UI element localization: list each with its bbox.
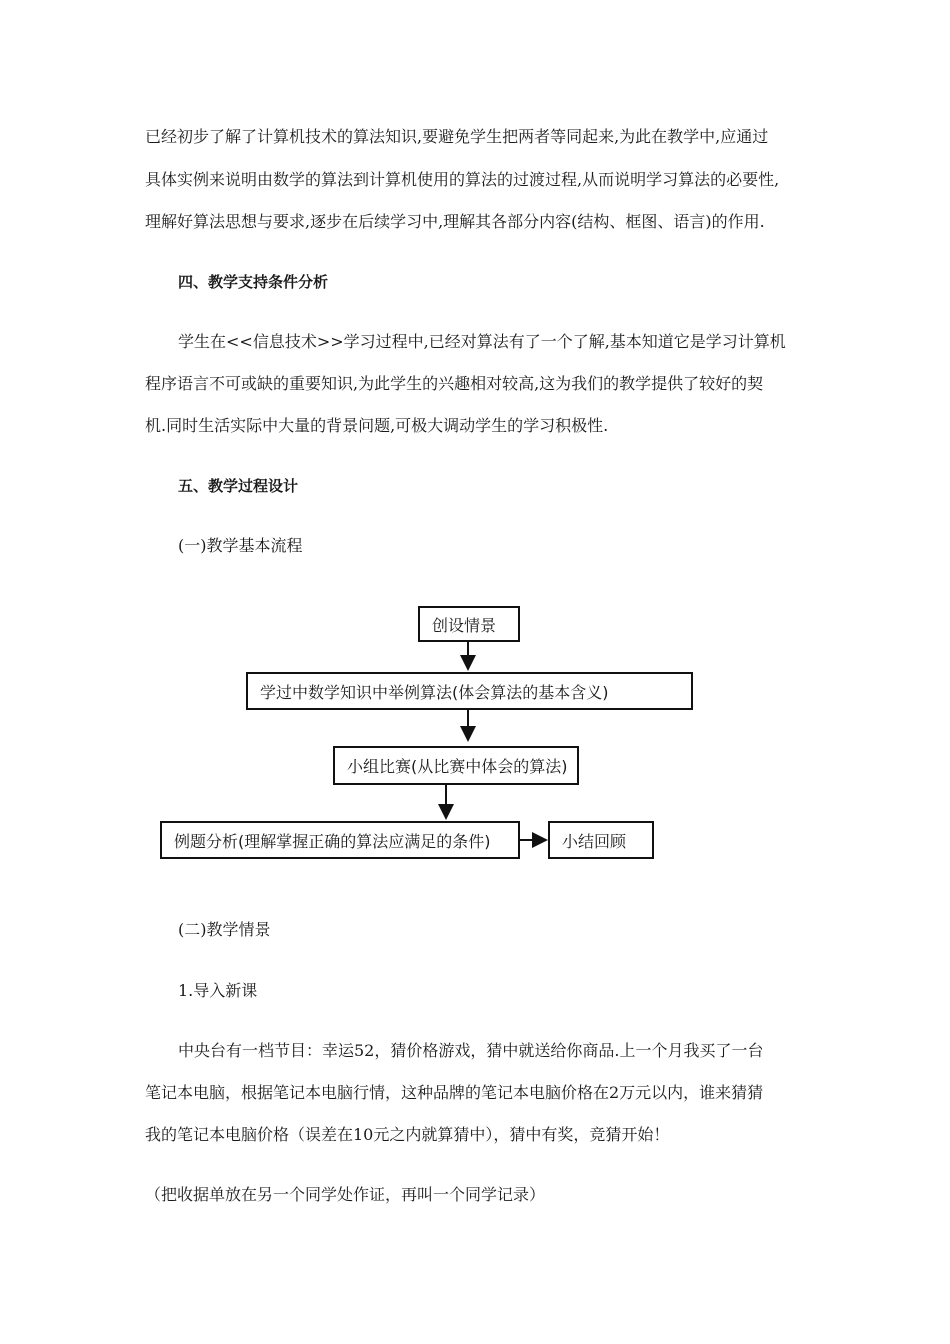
paragraph-line: 学生在<<信息技术>>学习过程中,已经对算法有了一个了解,基本知道它是学习计算机 <box>178 332 786 351</box>
subsection-2-title: (二)教学情景 <box>178 920 271 939</box>
paragraph-line: 理解好算法思想与要求,逐步在后续学习中,理解其各部分内容(结构、框图、语言)的作用. <box>145 212 765 231</box>
flow-step-create-scenario: 创设情景 <box>418 606 520 642</box>
paragraph-line: 具体实例来说明由数学的算法到计算机使用的算法的过渡过程,从而说明学习算法的必要性, <box>145 170 780 189</box>
section-5-heading: 五、教学过程设计 <box>178 477 299 495</box>
paragraph-line: 笔记本电脑，根据笔记本电脑行情，这种品牌的笔记本电脑价格在2万元以内，谁来猜猜 <box>145 1083 764 1102</box>
flow-step-example-algorithm: 学过中数学知识中举例算法(体会算法的基本含义) <box>246 672 693 710</box>
note-line: （把收据单放在另一个同学处作证，再叫一个同学记录） <box>145 1185 546 1204</box>
paragraph-line: 我的笔记本电脑价格（误差在10元之内就算猜中），猜中有奖，竞猜开始！ <box>145 1125 670 1144</box>
flow-step-summary: 小结回顾 <box>548 821 654 859</box>
paragraph-line: 已经初步了解了计算机技术的算法知识,要避免学生把两者等同起来,为此在教学中,应通过 <box>145 127 769 146</box>
paragraph-line: 中央台有一档节目：幸运52，猜价格游戏，猜中就送给你商品.上一个月我买了一台 <box>178 1041 764 1060</box>
subsection-1-title: (一)教学基本流程 <box>178 536 303 555</box>
flow-step-group-contest: 小组比赛(从比赛中体会的算法) <box>333 746 579 785</box>
item-1-title: 1.导入新课 <box>178 981 258 1000</box>
paragraph-line: 程序语言不可或缺的重要知识,为此学生的兴趣相对较高,这为我们的教学提供了较好的契 <box>145 374 764 393</box>
flow-step-example-analysis: 例题分析(理解掌握正确的算法应满足的条件) <box>160 821 520 859</box>
paragraph-line: 机.同时生活实际中大量的背景问题,可极大调动学生的学习积极性. <box>145 416 609 435</box>
section-4-heading: 四、教学支持条件分析 <box>178 273 329 291</box>
